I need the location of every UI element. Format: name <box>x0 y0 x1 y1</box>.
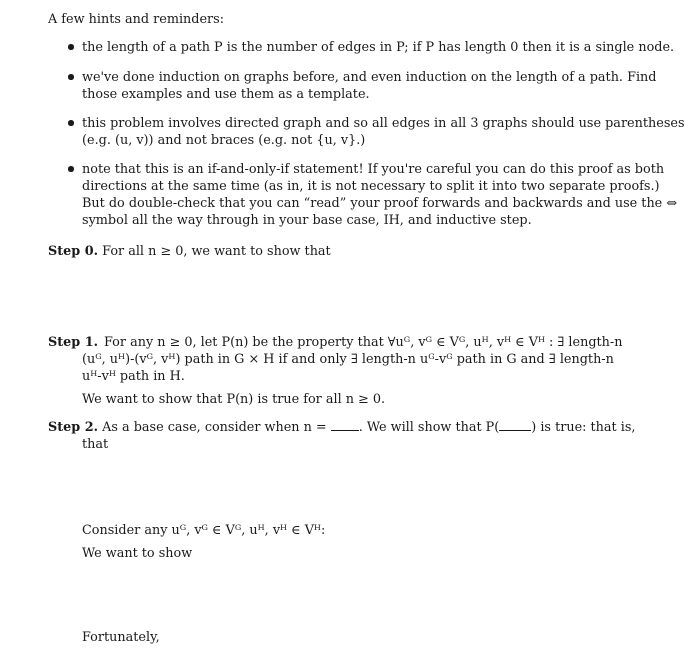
bullet-marker <box>68 166 74 172</box>
bullet-marker <box>68 74 74 80</box>
step-2-line-2: that <box>82 437 109 452</box>
intro-text: A few hints and reminders: <box>48 12 225 27</box>
bullet-4-line-3: But do double-check that you can “read” your proof forwards and backwards and use the ⇔ <box>82 196 678 211</box>
step-0-label: Step 0. <box>48 244 99 259</box>
bullet-4-line-2: directions at the same time (as in, it is not necessary to split it into two separate proofs.) <box>82 179 660 194</box>
step-1-line-3: uᴴ-vᴴ path in H. <box>82 369 185 384</box>
fortunately-text: Fortunately, <box>82 630 160 645</box>
step-2-text-a: As a base case, consider when n = <box>102 420 327 435</box>
step-1-line-1: For any n ≥ 0, let P(n) be the property that ∀uᴳ, vᴳ ∈ Vᴳ, uᴴ, vᴴ ∈ Vᴴ : ∃ length-n <box>104 335 623 350</box>
bullet-2-line-1: we've done induction on graphs before, and even induction on the length of a path. Find <box>82 70 657 85</box>
bullet-marker <box>68 44 74 50</box>
step-1-label: Step 1. <box>48 335 99 350</box>
want-show-text: We want to show <box>82 546 193 561</box>
step-1-want: We want to show that P(n) is true for all n ≥ 0. <box>82 392 386 407</box>
consider-text: Consider any uᴳ, vᴳ ∈ Vᴳ, uᴴ, vᴴ ∈ Vᴴ: <box>82 523 326 538</box>
property-arg-blank[interactable] <box>499 420 531 431</box>
bullet-marker <box>68 120 74 126</box>
bullet-1-line-1: the length of a path P is the number of edges in P; if P has length 0 then it is a single node. <box>82 40 675 55</box>
bullet-3-line-1: this problem involves directed graph and so all edges in all 3 graphs should use parentheses <box>82 116 685 131</box>
step-2-text-c: ) is true: that is, <box>531 420 636 435</box>
step-0-text: For all n ≥ 0, we want to show that <box>102 244 331 259</box>
bullet-2-line-2: those examples and use them as a template. <box>82 87 370 102</box>
bullet-4-line-1: note that this is an if-and-only-if statement! If you're careful you can do this proof as both <box>82 162 665 177</box>
step-2-line-1 <box>48 419 635 436</box>
step-2-text-b: . We will show that P( <box>358 420 500 435</box>
step-2-label: Step 2. <box>48 420 99 435</box>
base-case-blank[interactable] <box>331 420 359 431</box>
step-0 <box>48 243 331 260</box>
bullet-4-line-4: symbol all the way through in your base case, IH, and inductive step. <box>82 213 532 228</box>
step-1-line-2: (uᴳ, uᴴ)-(vᴳ, vᴴ) path in G × H if and only ∃ length-n uᴳ-vᴳ path in G and ∃ length-n <box>82 352 614 367</box>
bullet-3-line-2: (e.g. (u, v)) and not braces (e.g. not {u, v}.) <box>82 133 366 148</box>
